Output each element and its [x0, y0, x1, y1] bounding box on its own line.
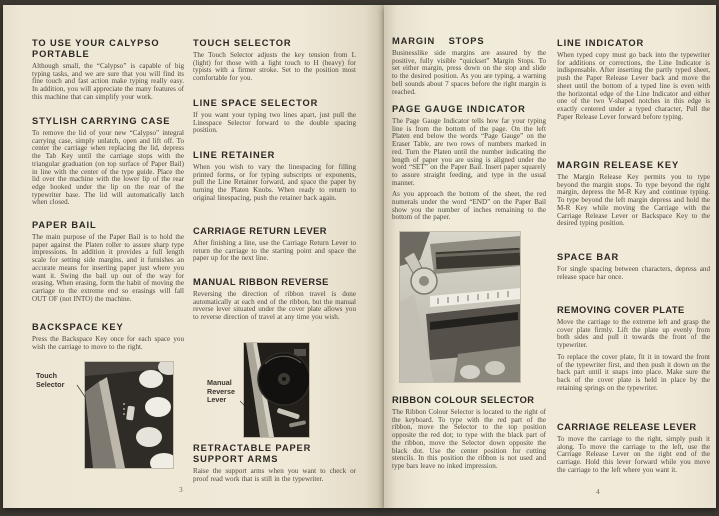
section-carriage-return-lever	[193, 226, 356, 263]
page-3	[3, 5, 384, 508]
section-body: Raise the support arms when you want to check or proof read work that is still in the typewriter.	[193, 467, 356, 483]
section-body: The main purpose of the Paper Bail is to hold the paper against the Platen roller to assure sharp type impressions. In addition it provides a full length scale for setting side margins, and it furnishes an accurate means for inserting paper just where you want it. Swing the bail up out of the way for erasing. When erasing, form the habit of moving the carriage to the extreme end so erasings will fall OUT OF (not INTO) the machine.	[32, 233, 184, 303]
section-body-2: As you approach the bottom of the sheet, the red numerals under the word “END” on the Paper Bail show you the number of inches remaining to the bottom of the paper.	[392, 190, 546, 222]
section-margin-release-key	[557, 160, 710, 228]
section-space-bar	[557, 252, 710, 281]
section-line-indicator	[557, 38, 710, 121]
section-body: When you wish to vary the linespacing for filling printed forms, or for typing subscripts or exponents, pull the Line Retainer forward, and space the paper by turning the Platen Knobs. When ready to return to original linespacing, push the retainer back again.	[193, 163, 356, 202]
section-body: For single spacing between characters, depress and release space bar once.	[557, 265, 710, 281]
section-body: To move the carriage to the right, simply push it along. To move the carriage to the left, use the Carriage Release Lever on the right end of the carriage. Hold this lever forward while you move the carriage to the left where you want it.	[557, 435, 710, 474]
figure-touch-selector	[32, 362, 184, 472]
section-body: Although small, the “Calypso” is capable of big typing tasks, and we are sure that you will find its fine touch and fast action make typing really easy. In addition, you will appreciate the many features of this machine that can simplify your work.	[32, 62, 184, 101]
section-body: The Page Gauge Indicator tells how far your typing line is from the bottom of the page. On the left Platen end below the words “Page Gauge” on the Eraser Table, are two rows of numbers marked in red. Turn the Platen until the number indicating the length of paper you are using is aligned under the word “SET” on the Paper Bail. Insert paper squarely to assure straight feeding, and type in the usual manner.	[392, 117, 546, 187]
section-heading: MARGIN RELEASE KEY	[557, 160, 680, 170]
section-heading: REMOVING COVER PLATE	[557, 305, 685, 315]
section-body: When typed copy must go back into the typewriter for additions or corrections, the Line Indicator is indispensable. After inserting the partly typed sheet, push the Paper Release Lever back and move the sheet until the bottom of a typed line is even with the horizontal edge of the Line Indicator and either one of the two V-shaped notches in this edge is exactly centered under a typed character, Pull the Paper Release Lever forward before typing.	[557, 51, 710, 121]
section-heading: PAPER BAIL	[32, 220, 97, 230]
section-body: The Ribbon Colour Selector is located to the right of the keyboard. To type with the red part of the ribbon, move the Selector to the top position opposite the red dot; to type with the black part of the ribbon, move the Selector down opposite the black dot. Use the center position for cutting stencils. In this position the ribbon is not used and type bars leave no inked impression.	[392, 408, 546, 470]
section-carriage-release-lever	[557, 422, 710, 475]
section-heading: LINE RETAINER	[193, 150, 276, 160]
section-heading: LINE INDICATOR	[557, 38, 645, 48]
section-to-use-your-calypso-portable	[32, 38, 184, 102]
section-touch-selector	[193, 38, 356, 83]
section-backspace-key	[32, 322, 184, 351]
figure-page-gauge	[392, 232, 546, 384]
photo-caption-manual-reverse-lever: Manual Reverse Lever	[207, 378, 235, 405]
section-body: To remove the lid of your new “Calypso” integral carrying case, simply unlatch, open and lift off. To center the carriage when replacing the lid, depress the Tab Key until the carriage stops with the triangular graduation (on top surface of Paper Bail) in line with the center of the type guide. Place the lid over the machine with the lower lip of the rear edge hooked under the lip on the rear of the typewriter base. The lid will automatically latch when closed.	[32, 129, 184, 207]
section-heading: RIBBON COLOUR SELECTOR	[392, 395, 535, 405]
section-body: Move the carriage to the extreme left and grasp the cover plate firmly. Lift the plate up evenly from both sides and pull it towards the front of the typewriter.	[557, 318, 710, 350]
section-body: Businesslike side margins are assured by the positive, fully visible “quickset” Margin Stops. To set either margin, press down on the stop and slide to the desired position. As you are typing, a warning bell sounds about 7 spaces before the right margin is reached.	[392, 49, 546, 96]
section-margin-stops	[392, 36, 546, 96]
photo-touch-selector-keyboard	[85, 362, 173, 468]
section-heading: RETRACTABLE PAPER SUPPORT ARMS	[193, 443, 312, 464]
photo-ribbon-spool	[244, 343, 309, 437]
section-body: Press the Backspace Key once for each space you wish the carriage to move to the right.	[32, 335, 184, 351]
section-line-space-selector	[193, 98, 356, 135]
section-heading: CARRIAGE RELEASE LEVER	[557, 422, 697, 432]
section-body: The Touch Selector adjusts the key tension from L (light) for those with a light touch to H (heavy) for typists with a firmer stroke. Set to the position most comfortable for you.	[193, 51, 356, 83]
section-retractable-paper-support-arms	[193, 443, 356, 483]
section-stylish-carrying-case	[32, 116, 184, 207]
section-line-retainer	[193, 150, 356, 203]
page-number-4: 4	[596, 487, 600, 496]
section-removing-cover-plate	[557, 305, 710, 392]
figure-manual-reverse-lever	[193, 343, 356, 439]
section-body: After finishing a line, use the Carriage Return Lever to return the carriage to the starting point and space the paper up for the next line.	[193, 239, 356, 263]
section-body: If you want your typing two lines apart, just pull the Linespace Selector forward to the double spacing position.	[193, 111, 356, 135]
section-body: The Margin Release Key permits you to type beyond the margin stops. To type beyond the right margin, depress the M-R Key and continue typing. To type beyond the left margin depress and hold the M-R Key while moving the Carriage with the Carriage Release Lever or Backspace Key to the desired typing position.	[557, 173, 710, 228]
section-heading: MANUAL RIBBON REVERSE	[193, 277, 329, 287]
section-heading: SPACE BAR	[557, 252, 620, 262]
section-manual-ribbon-reverse	[193, 277, 356, 322]
section-heading: MARGIN STOPS	[392, 36, 485, 46]
section-heading: TO USE YOUR CALYPSO PORTABLE	[32, 38, 160, 59]
section-heading: TOUCH SELECTOR	[193, 38, 292, 48]
section-heading: STYLISH CARRYING CASE	[32, 116, 171, 126]
page-4	[384, 5, 716, 508]
photo-typewriter-carriage	[400, 232, 520, 382]
page-number-3: 3	[179, 485, 183, 494]
section-heading: BACKSPACE KEY	[32, 322, 124, 332]
section-heading: LINE SPACE SELECTOR	[193, 98, 319, 108]
section-ribbon-colour-selector	[392, 395, 546, 471]
section-heading: PAGE GAUGE INDICATOR	[392, 104, 526, 114]
section-heading: CARRIAGE RETURN LEVER	[193, 226, 327, 236]
section-body-2: To replace the cover plate, fit it in toward the front of the typewriter first, and then push it down on the back part until it snaps into place. Make sure the back of the cover plate is held in place by the retaining springs on the typewriter.	[557, 352, 710, 392]
section-page-gauge-indicator	[392, 104, 546, 222]
section-paper-bail	[32, 220, 184, 303]
section-body: Reversing the direction of ribbon travel is done automatically at each end of the ribbon, but the manual reverse lever situated under the cover plate allows you to reverse direction of travel at any time you wish.	[193, 290, 356, 322]
photo-caption-touch-selector: Touch Selector	[36, 371, 65, 389]
